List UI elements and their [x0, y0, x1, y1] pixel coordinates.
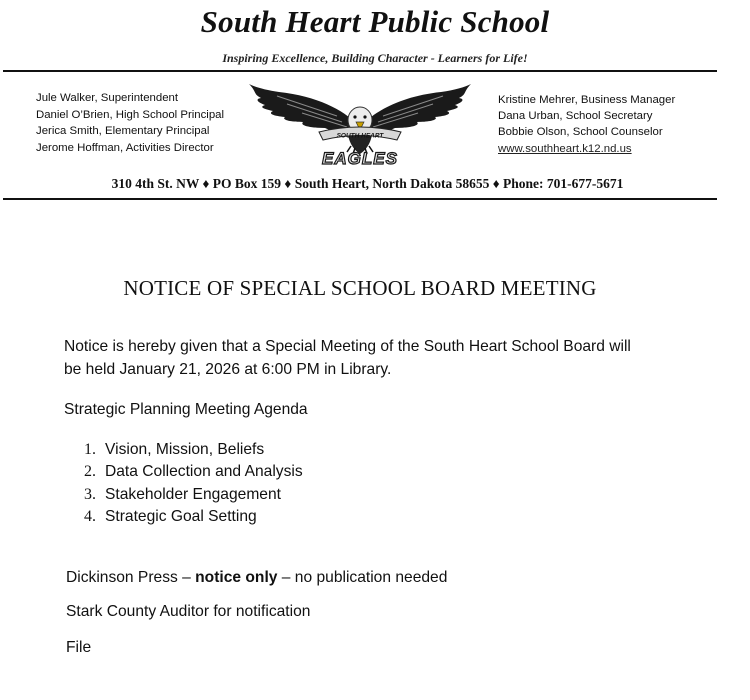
- distribution-dickinson-press: [66, 569, 447, 587]
- agenda-item-number: 3.: [84, 485, 96, 503]
- notice-intro: [64, 335, 684, 381]
- eagle-logo-icon: [247, 80, 473, 172]
- staff-business-manager: Kristine Mehrer, Business Manager: [498, 94, 676, 106]
- distribution-file: File: [66, 639, 92, 656]
- agenda-item: [84, 461, 303, 483]
- distribution-prefix: Dickinson Press –: [66, 569, 196, 586]
- agenda-item-text: Vision, Mission, Beliefs: [105, 441, 265, 458]
- staff-superintendent: Jule Walker, Superintendent: [36, 92, 179, 104]
- website-link[interactable]: www.southheart.k12.nd.us: [498, 142, 632, 155]
- agenda-item-text: Strategic Goal Setting: [105, 508, 257, 526]
- staff-activities-director: Jerome Hoffman, Activities Director: [36, 142, 214, 155]
- agenda-list: [84, 439, 303, 529]
- agenda-item-text: Data Collection and Analysis: [105, 463, 303, 481]
- school-address: 310 4th St. NW ♦ PO Box 159 ♦ South Heart, North Dakota 58655 ♦ Phone: 701-677-5671: [111, 176, 624, 191]
- distribution-bold-note: notice only: [195, 569, 278, 586]
- notice-title: NOTICE OF SPECIAL SCHOOL BOARD MEETING: [123, 276, 597, 300]
- distribution-county-auditor: Stark County Auditor for notification: [66, 603, 311, 620]
- staff-high-school-principal: Daniel O’Brien, High School Principal: [36, 108, 225, 121]
- staff-list-left: [36, 90, 224, 157]
- school-name: South Heart Public School: [200, 4, 550, 39]
- agenda-heading: Strategic Planning Meeting Agenda: [64, 401, 308, 418]
- agenda-item-number: 1.: [84, 441, 96, 458]
- agenda-item: [84, 484, 303, 506]
- logo-banner-text: SOUTH HEART: [336, 132, 384, 140]
- agenda-item: [84, 506, 303, 528]
- distribution-suffix: – no publication needed: [277, 569, 448, 586]
- staff-school-counselor: Bobbie Olson, School Counselor: [498, 126, 663, 139]
- staff-list-right: [498, 92, 675, 157]
- staff-school-secretary: Dana Urban, School Secretary: [498, 110, 653, 123]
- header-divider-top: [3, 70, 717, 72]
- agenda-item-number: 2.: [84, 463, 96, 481]
- school-tagline: Inspiring Excellence, Building Character - Learners for Life!: [222, 51, 528, 65]
- notice-intro-line-1: Notice is hereby given that a Special Meeting of the South Heart School Board will: [64, 338, 631, 355]
- header-divider-bottom: [3, 198, 717, 200]
- logo-mascot-text: EAGLES: [322, 149, 398, 168]
- staff-elementary-principal: Jerica Smith, Elementary Principal: [36, 125, 210, 138]
- agenda-item-number: 4.: [84, 508, 96, 526]
- agenda-item-text: Stakeholder Engagement: [105, 485, 281, 503]
- notice-intro-line-2: be held January 21, 2026 at 6:00 PM in Library.: [64, 361, 392, 378]
- agenda-item: [84, 439, 303, 461]
